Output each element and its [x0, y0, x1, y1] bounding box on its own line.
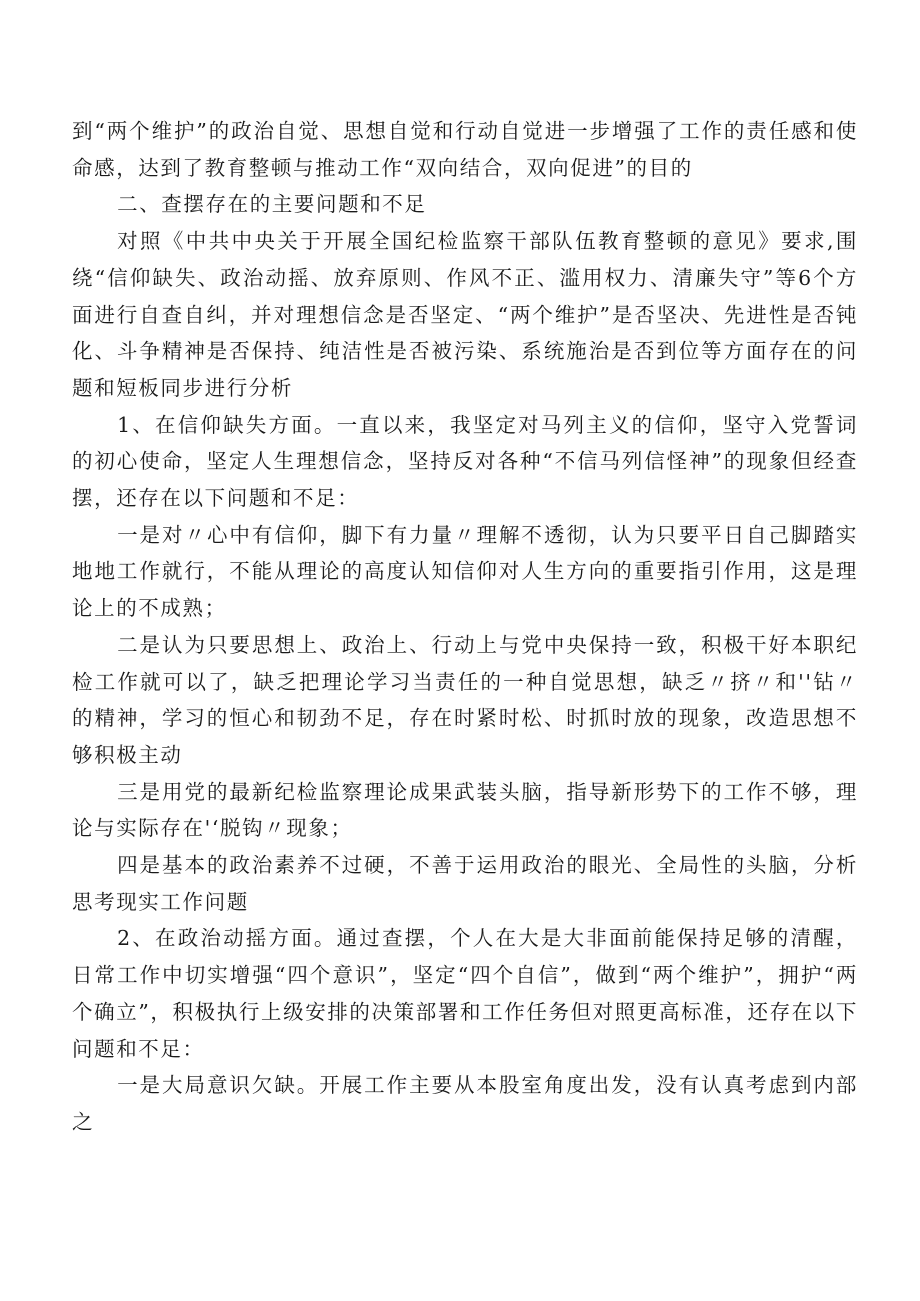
paragraph: 三是用党的最新纪检监察理论成果武装头脑，指导新形势下的工作不够，理论与实际存在'‘脱钩〃现象； — [72, 779, 858, 841]
paragraph: 二是认为只要思想上、政治上、行动上与党中央保持一致，积极干好本职纪检工作就可以了，缺乏把理论学习当责任的一种自觉思想，缺乏〃挤〃和''钻〃的精神，学习的恒心和韧劲不足，存在时紧时松、时抓时放的现象，改造思想不够积极主动 — [72, 632, 858, 767]
paragraph: 1、在信仰缺失方面。一直以来，我坚定对马列主义的信仰，坚守入党誓词的初心使命，坚定人生理想信念，坚持反对各种“不信马列信怪神”的现象但经查摆，还存在以下问题和不足： — [72, 412, 858, 511]
paragraph: 一是大局意识欠缺。开展工作主要从本股室角度出发，没有认真考虑到内部之 — [72, 1073, 858, 1134]
section-heading: 二、查摆存在的主要问题和不足 — [117, 192, 427, 217]
paragraph: 一是对〃心中有信仰，脚下有力量〃理解不透彻，认为只要平日自己脚踏实地地工作就行，不能从理论的高度认知信仰对人生方向的重要指引作用，这是理论上的不成熟； — [72, 522, 858, 621]
paragraph: 对照《中共中央关于开展全国纪检监察干部队伍教育整顿的意见》要求,围绕“信仰缺失、政治动摇、放弃原则、作风不正、滥用权力、清廉失守”等6个方面进行自查自纠，并对理想信念是否坚定、“两个维护”是否坚决、先进性是否钝化、斗争精神是否保持、纯洁性是否被污染、系统施治是否到位等方面存在的问题和短板同步进行分析 — [72, 229, 858, 400]
document-body — [72, 113, 858, 1141]
paragraph: 2、在政治动摇方面。通过查摆，个人在大是大非面前能保持足够的清醒，日常工作中切实增强“四个意识”，坚定“四个自信”，做到“两个维护”，拥护“两个确立”，积极执行上级安排的决策部署和工作任务但对照更高标准，还存在以下问题和不足： — [72, 926, 858, 1061]
paragraph: 四是基本的政治素养不过硬，不善于运用政治的眼光、全局性的头脑，分析思考现实工作问题 — [72, 853, 858, 914]
paragraph-continuation: 到“两个维护”的政治自觉、思想自觉和行动自觉进一步增强了工作的责任感和使命感，达到了教育整顿与推动工作“双向结合，双向促进”的目的 — [72, 119, 858, 180]
